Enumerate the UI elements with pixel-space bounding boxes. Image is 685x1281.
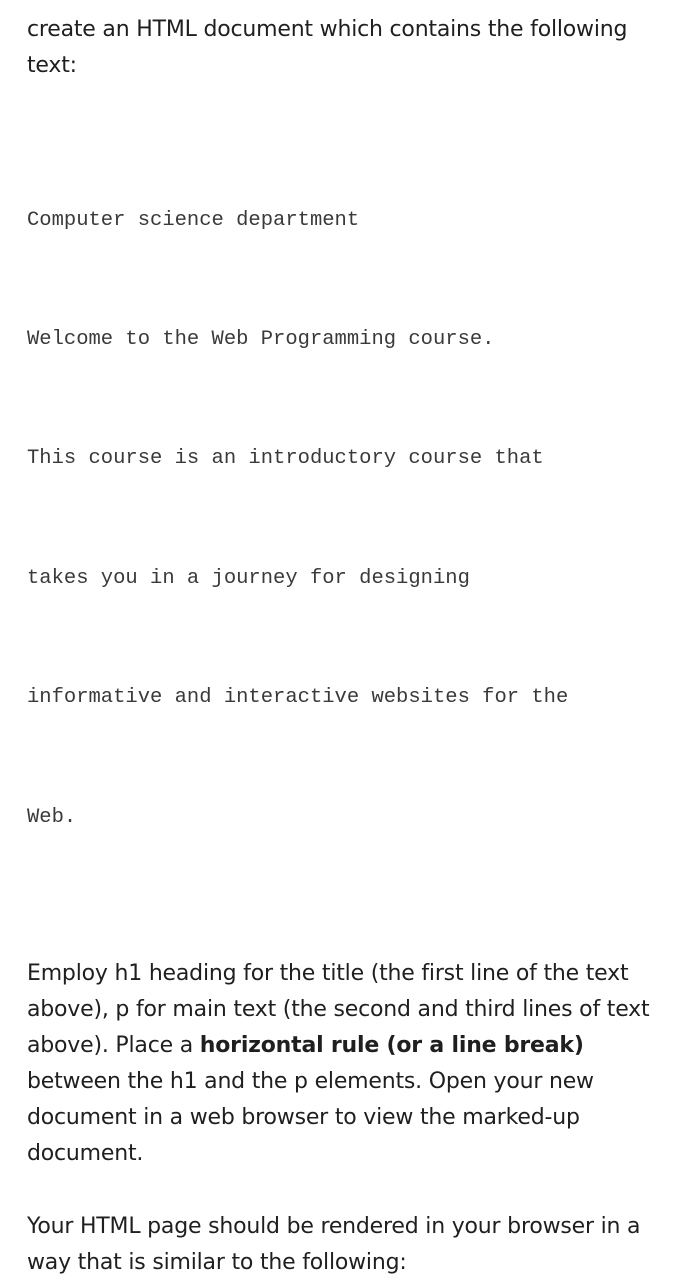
sample-text-line: Web. (27, 805, 77, 829)
intro-paragraph: create an HTML document which contains the following text: (27, 17, 628, 78)
instructions-text-part2: between the h1 and the p elements. Open your new document in a web browser to view the marked-up document. (27, 1068, 594, 1166)
sample-text-block (27, 121, 667, 917)
instructions-text-part1: Employ h1 heading for the title (the first line of the text above), p for main text (the second and third lines of text above). Place a (27, 960, 650, 1058)
closing-paragraph: Your HTML page should be rendered in your browser in a way that is similar to the following: (27, 1213, 641, 1275)
sample-text-line: Welcome to the Web Programming course. (27, 327, 495, 351)
sample-text-line: informative and interactive websites for the (27, 686, 569, 710)
sample-text-line: takes you in a journey for designing (27, 566, 470, 590)
document-content (27, 12, 667, 1281)
instructions-paragraph (27, 956, 667, 1172)
sample-text-line: This course is an introductory course that (27, 447, 544, 471)
instructions-bold-text: horizontal rule (or a line break) (199, 1032, 584, 1058)
sample-text-line: Computer science department (27, 208, 360, 232)
